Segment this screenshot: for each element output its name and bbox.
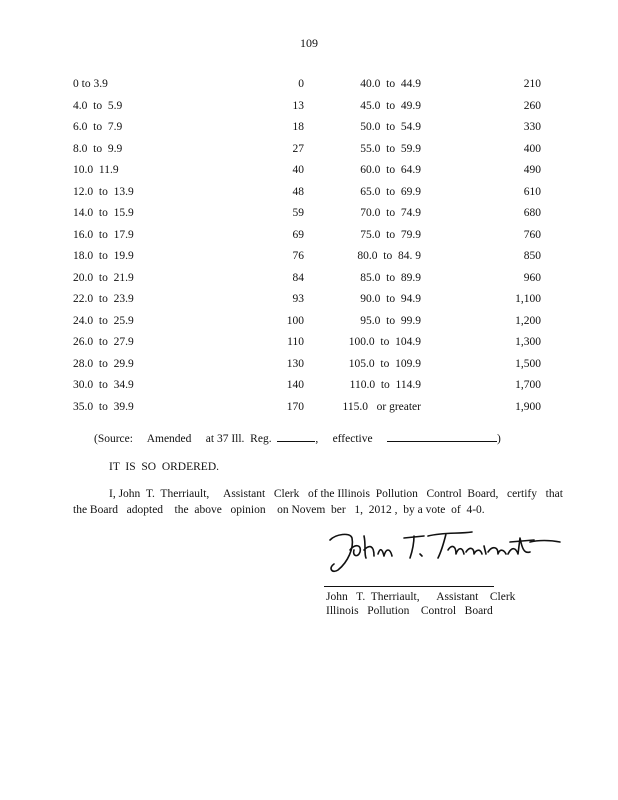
range-low-cell: 20.0 to 21.9: [73, 271, 134, 284]
fee-high-cell: 1,900: [515, 400, 541, 413]
range-high-cell: 110.0 to 114.9: [349, 379, 421, 391]
range-high-cell: 70.0 to 74.9: [360, 207, 421, 219]
table-row: [0, 203, 618, 225]
range-high-cell: 60.0 to 64.9: [360, 164, 421, 176]
effective-label: effective: [332, 433, 373, 445]
table-row: [0, 397, 618, 419]
range-low-cell: 8.0 to 9.9: [73, 142, 123, 155]
fee-low-cell: 48: [292, 185, 304, 198]
handwritten-signature: [324, 528, 564, 578]
range-high-cell: 40.0 to 44.9: [360, 78, 421, 90]
range-low-cell: 30.0 to 34.9: [73, 379, 134, 391]
table-row: [0, 246, 618, 268]
fee-low-cell: 130: [286, 357, 304, 370]
range-high-cell: 85.0 to 89.9: [360, 271, 421, 284]
effective-date-blank: [387, 431, 497, 442]
source-citation: [94, 431, 501, 445]
table-row: [0, 311, 618, 333]
fee-high-cell: 1,500: [515, 357, 541, 370]
fee-low-cell: 93: [292, 293, 304, 305]
table-row: [0, 375, 618, 397]
fee-high-cell: 850: [523, 250, 541, 262]
range-low-cell: 10.0 11.9: [73, 164, 119, 176]
table-row: [0, 225, 618, 247]
range-low-cell: 6.0 to 7.9: [73, 121, 123, 133]
range-low-cell: 24.0 to 25.9: [73, 314, 134, 327]
table-row: [0, 289, 618, 311]
fee-low-cell: 18: [292, 121, 304, 133]
range-high-cell: 95.0 to 99.9: [360, 314, 421, 327]
fee-high-cell: 1,100: [515, 293, 541, 305]
fee-low-cell: 27: [292, 142, 304, 155]
table-row: [0, 332, 618, 354]
range-high-cell: 55.0 to 59.9: [360, 142, 421, 155]
fee-high-cell: 1,700: [515, 379, 541, 391]
range-low-cell: 0 to 3.9: [73, 78, 108, 90]
fee-low-cell: 69: [292, 228, 304, 241]
fee-low-cell: 110: [287, 336, 304, 348]
fee-high-cell: 330: [523, 121, 541, 133]
page-number: 109: [300, 36, 318, 50]
source-comma: ,: [315, 433, 319, 445]
range-low-cell: 35.0 to 39.9: [73, 400, 134, 413]
range-high-cell: 90.0 to 94.9: [360, 293, 421, 305]
range-low-cell: 16.0 to 17.9: [73, 228, 134, 241]
range-high-cell: 80.0 to 84. 9: [357, 250, 421, 262]
range-high-cell: 45.0 to 49.9: [360, 99, 421, 112]
range-low-cell: 18.0 to 19.9: [73, 250, 134, 262]
fee-high-cell: 960: [523, 271, 541, 284]
fee-low-cell: 170: [286, 400, 304, 413]
range-high-cell: 65.0 to 69.9: [360, 185, 421, 198]
range-low-cell: 28.0 to 29.9: [73, 357, 134, 370]
range-low-cell: 22.0 to 23.9: [73, 293, 134, 305]
order-statement: IT IS SO ORDERED.: [109, 461, 220, 473]
signer-organization: Illinois Pollution Control Board: [326, 605, 493, 617]
fee-high-cell: 260: [523, 99, 541, 112]
range-high-cell: 50.0 to 54.9: [360, 121, 421, 133]
fee-low-cell: 59: [292, 207, 304, 219]
range-high-cell: 105.0 to 109.9: [348, 357, 421, 370]
rate-table: [0, 74, 618, 418]
signer-name-title: John T. Therriault, Assistant Clerk: [326, 591, 516, 603]
table-row: [0, 354, 618, 376]
range-high-cell: 100.0 to 104.9: [348, 336, 421, 348]
range-low-cell: 12.0 to 13.9: [73, 185, 134, 198]
fee-low-cell: 13: [292, 99, 304, 112]
fee-high-cell: 760: [523, 228, 541, 241]
table-row: [0, 74, 618, 96]
range-low-cell: 26.0 to 27.9: [73, 336, 134, 348]
range-low-cell: 4.0 to 5.9: [73, 99, 123, 112]
fee-high-cell: 1,200: [515, 314, 541, 327]
range-high-cell: 115.0 or greater: [342, 400, 421, 413]
fee-low-cell: 76: [292, 250, 304, 262]
fee-low-cell: 84: [292, 271, 304, 284]
range-low-cell: 14.0 to 15.9: [73, 207, 134, 219]
source-open-text: (Source: Amended at 37 Ill. Reg.: [94, 433, 272, 445]
table-row: [0, 160, 618, 182]
range-high-cell: 75.0 to 79.9: [360, 228, 421, 241]
register-blank: [277, 431, 315, 442]
table-row: [0, 182, 618, 204]
fee-high-cell: 680: [523, 207, 541, 219]
table-row: [0, 117, 618, 139]
fee-low-cell: 0: [298, 78, 304, 90]
certification-line-2: the Board adopted the above opinion on Novem ber 1, 2012 , by a vote of 4-0.: [73, 504, 485, 516]
fee-low-cell: 140: [286, 379, 304, 391]
fee-high-cell: 490: [523, 164, 541, 176]
fee-high-cell: 400: [523, 142, 541, 155]
signature-line: [324, 586, 494, 587]
fee-high-cell: 610: [523, 185, 541, 198]
certification-line-1: I, John T. Therriault, Assistant Clerk of the Illinois Pollution Control Board, certify that: [109, 488, 563, 500]
fee-high-cell: 1,300: [515, 336, 541, 348]
table-row: [0, 139, 618, 161]
table-row: [0, 268, 618, 290]
fee-high-cell: 210: [523, 78, 541, 90]
fee-low-cell: 40: [292, 164, 304, 176]
fee-low-cell: 100: [286, 314, 304, 327]
source-close: ): [496, 433, 501, 445]
table-row: [0, 96, 618, 118]
